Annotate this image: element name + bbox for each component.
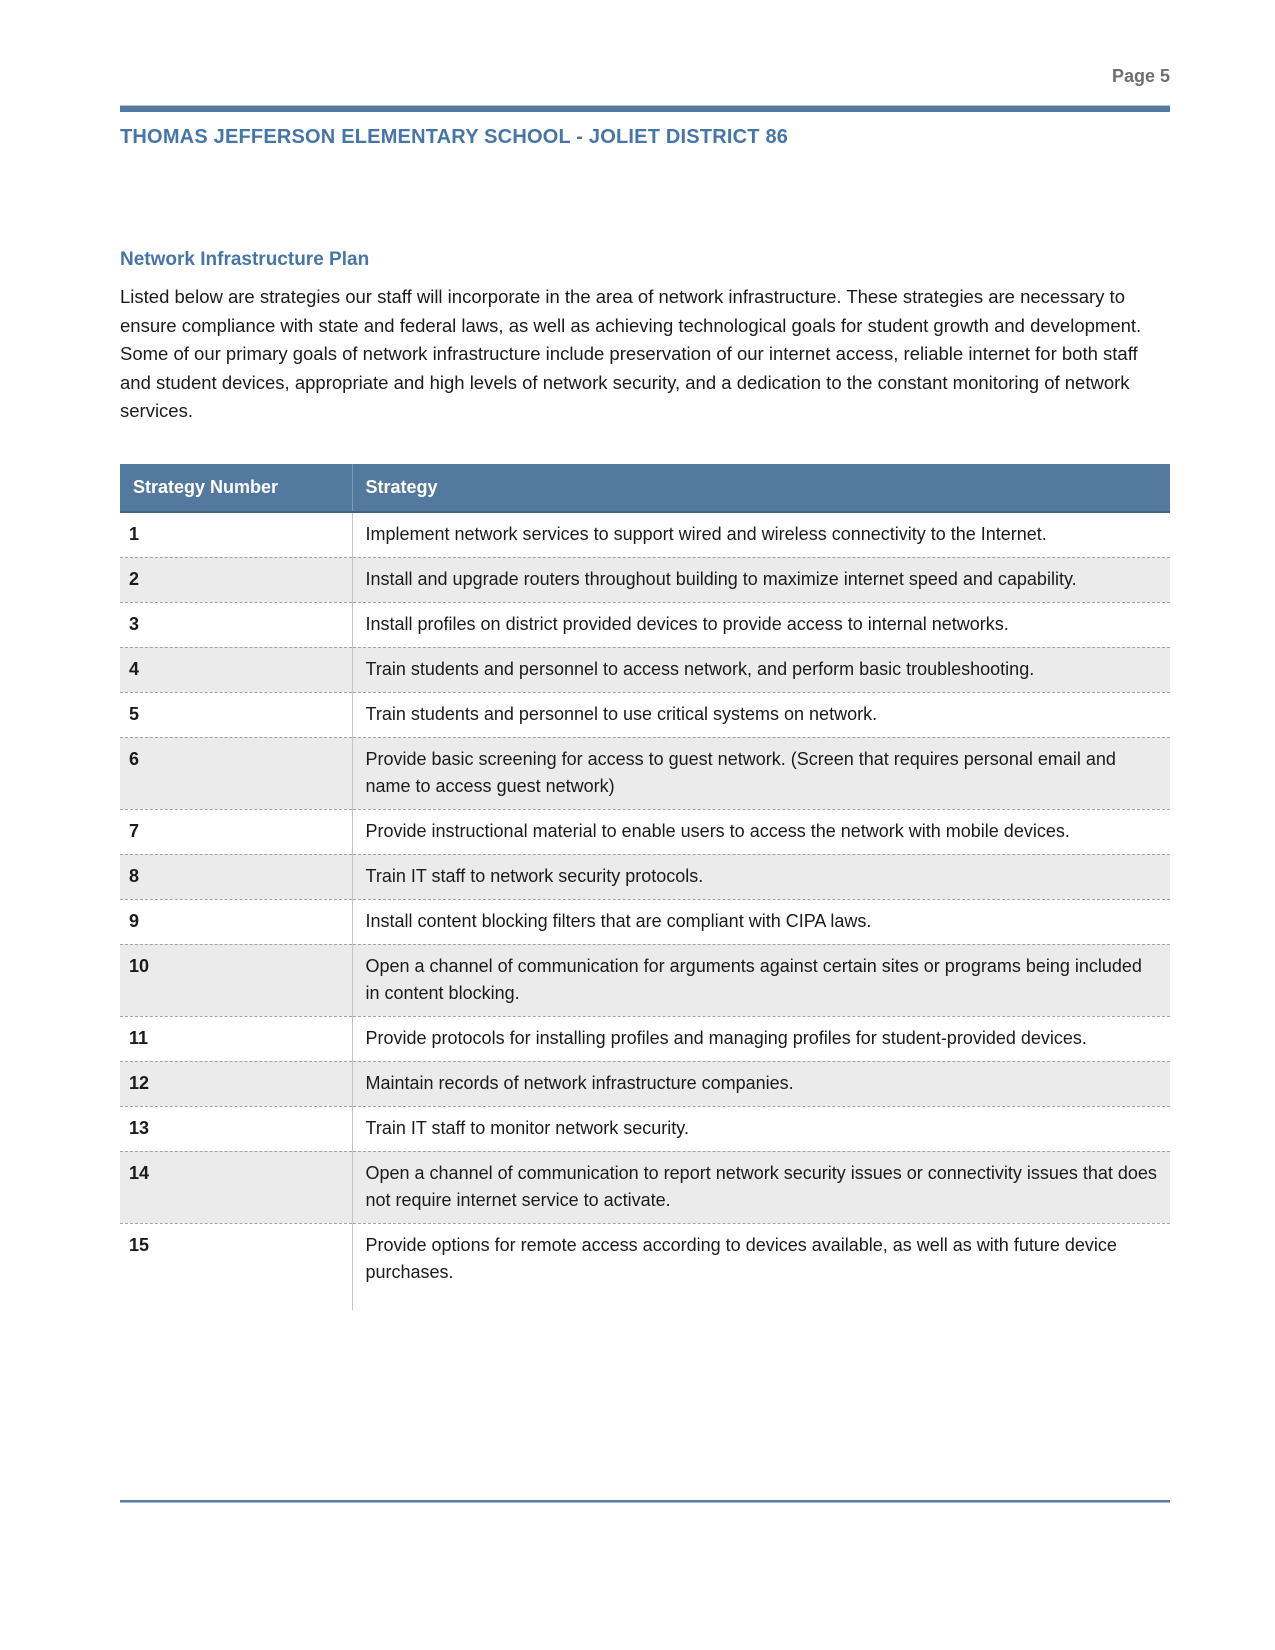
page-number: Page 5 (1111, 66, 1170, 86)
table-header-row (120, 464, 1170, 512)
strategy-cell: Train IT staff to monitor network security. (352, 1106, 1170, 1151)
table-row (120, 1223, 1170, 1310)
strategy-cell: Provide protocols for installing profiles and managing profiles for student-provided devices. (352, 1016, 1170, 1061)
strategy-cell: Train students and personnel to use critical systems on network. (352, 692, 1170, 737)
strategy-number-cell: 15 (129, 1234, 150, 1255)
column-header-strategy: Strategy (352, 464, 1170, 512)
strategy-cell: Train IT staff to network security protocols. (352, 854, 1170, 899)
footer-rule (120, 1500, 1170, 1503)
table-row (120, 557, 1170, 602)
strategy-number-cell: 12 (129, 1072, 150, 1093)
table-row (120, 647, 1170, 692)
strategy-cell: Maintain records of network infrastructure companies. (352, 1061, 1170, 1106)
strategies-table (120, 464, 1170, 1310)
intro-paragraph: Listed below are strategies our staff will incorporate in the area of network infrastructure. These strategies are necessary to ensure compliance with state and federal laws, as well as achieving technological goals for student growth and development. Some of our primary goals of network infrastructure include preservation of our internet access, reliable internet for both staff and student devices, appropriate and high levels of network security, and a dedication to the constant monitoring of network services. (120, 286, 1142, 421)
strategy-cell: Provide instructional material to enable users to access the network with mobile devices. (352, 809, 1170, 854)
page-content (120, 0, 1170, 1310)
table-row (120, 809, 1170, 854)
strategy-number-cell: 1 (129, 523, 140, 544)
strategy-number-cell: 13 (129, 1117, 150, 1138)
strategy-cell: Provide basic screening for access to guest network. (Screen that requires personal email and name to access guest network) (352, 737, 1170, 809)
strategy-number-cell: 4 (129, 658, 140, 679)
strategy-number-cell: 3 (129, 613, 140, 634)
table-row (120, 1106, 1170, 1151)
table-header (120, 464, 1170, 512)
table-row (120, 737, 1170, 809)
strategy-number-cell: 5 (129, 703, 140, 724)
strategy-number-cell: 8 (129, 865, 140, 886)
column-header-strategy-number: Strategy Number (120, 464, 352, 512)
table-row (120, 692, 1170, 737)
table-row (120, 944, 1170, 1016)
table-row (120, 1061, 1170, 1106)
strategy-number-cell: 10 (129, 955, 150, 976)
strategy-cell: Install profiles on district provided devices to provide access to internal networks. (352, 602, 1170, 647)
table-row (120, 899, 1170, 944)
strategy-cell: Install and upgrade routers throughout building to maximize internet speed and capability. (352, 557, 1170, 602)
strategy-number-cell: 11 (129, 1027, 149, 1048)
table-row (120, 1151, 1170, 1223)
strategy-cell: Open a channel of communication to report network security issues or connectivity issues that does not require internet service to activate. (352, 1151, 1170, 1223)
document-title: THOMAS JEFFERSON ELEMENTARY SCHOOL - JOLIET DISTRICT 86 (120, 126, 789, 148)
strategy-cell: Train students and personnel to access network, and perform basic troubleshooting. (352, 647, 1170, 692)
strategy-cell: Open a channel of communication for arguments against certain sites or programs being included in content blocking. (352, 944, 1170, 1016)
table-row (120, 602, 1170, 647)
section-heading: Network Infrastructure Plan (120, 249, 370, 270)
header-rule (120, 105, 1170, 112)
table-row (120, 854, 1170, 899)
strategy-number-cell: 7 (129, 820, 140, 841)
strategy-cell: Install content blocking filters that are compliant with CIPA laws. (352, 899, 1170, 944)
table-body (120, 512, 1170, 1310)
table-row (120, 1016, 1170, 1061)
strategy-number-cell: 14 (129, 1162, 150, 1183)
strategy-number-cell: 2 (129, 568, 140, 589)
strategy-cell: Provide options for remote access according to devices available, as well as with future device purchases. (352, 1223, 1170, 1310)
strategy-number-cell: 6 (129, 748, 140, 769)
strategy-number-cell: 9 (129, 910, 140, 931)
strategy-cell: Implement network services to support wired and wireless connectivity to the Internet. (352, 512, 1170, 558)
table-row (120, 512, 1170, 558)
